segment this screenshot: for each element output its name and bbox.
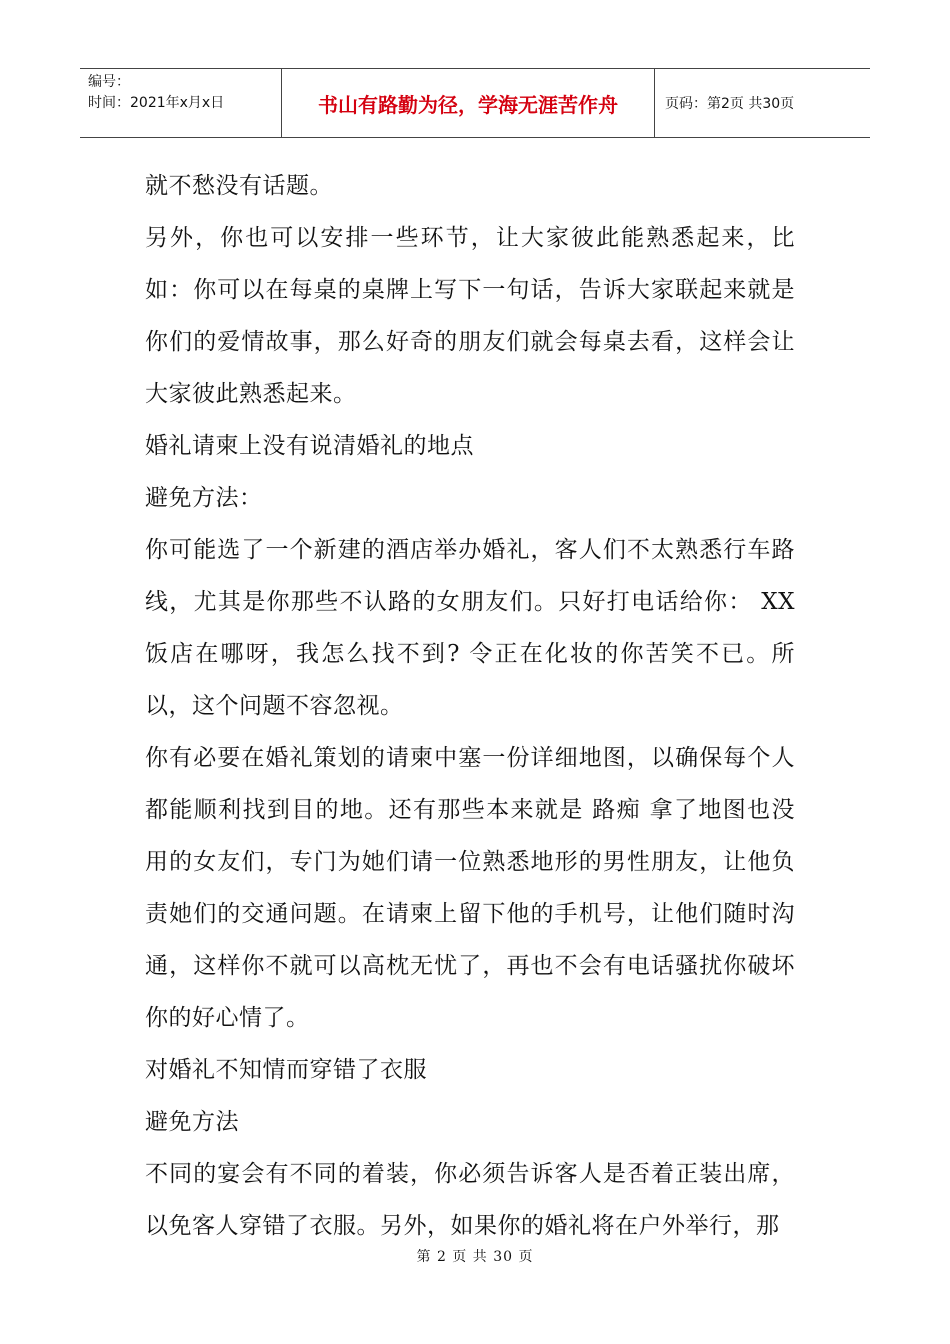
page-header bbox=[80, 68, 870, 138]
paragraph: 另外，你也可以安排一些环节，让大家彼此能熟悉起来，比如：你可以在每桌的桌牌上写下一句话，告诉大家联起来就是你们的爱情故事，那么好奇的朋友们就会每桌去看，这样会让大家彼此熟悉起来。 bbox=[145, 225, 795, 407]
paragraph: 就不愁没有话题。 bbox=[145, 173, 333, 199]
section-heading: 婚礼请柬上没有说清婚礼的地点 bbox=[145, 433, 474, 459]
paragraph: 不同的宴会有不同的着装，你必须告诉客人是否着正装出席，以免客人穿错了衣服。另外，如果你的婚礼将在户外举行，那 bbox=[145, 1161, 795, 1239]
page-footer: 第 2 页 共 30 页 bbox=[416, 1249, 534, 1265]
subheading: 避免方法： bbox=[145, 485, 263, 511]
paragraph: 你可能选了一个新建的酒店举办婚礼，客人们不太熟悉行车路线，尤其是你那些不认路的女朋友们。只好打电话给你： XX饭店在哪呀，我怎么找不到? 令正在化妆的你苦笑不已。所以，这个问题不容忽视。 bbox=[145, 537, 795, 719]
header-page-info: 页码：第2页 共30页 bbox=[665, 96, 795, 112]
section-heading: 对婚礼不知情而穿错了衣服 bbox=[145, 1057, 427, 1083]
header-meta bbox=[80, 69, 282, 137]
header-motto: 书山有路勤为径，学海无涯苦作舟 bbox=[282, 69, 655, 137]
paragraph: 你有必要在婚礼策划的请柬中塞一份详细地图，以确保每个人都能顺利找到目的地。还有那些本来就是 路痴 拿了地图也没用的女友们，专门为她们请一位熟悉地形的男性朋友，让他负责她们的交通问题。在请柬上留下他的手机号，让他们随时沟通，这样你不就可以高枕无忧了，再也不会有电话骚扰你破坏你的好心情了。 bbox=[145, 745, 795, 1031]
number-label: 编号： bbox=[88, 74, 130, 90]
time-label: 时间：2021年x月x日 bbox=[88, 95, 225, 111]
document-body bbox=[145, 160, 795, 1252]
subheading: 避免方法 bbox=[145, 1109, 239, 1135]
